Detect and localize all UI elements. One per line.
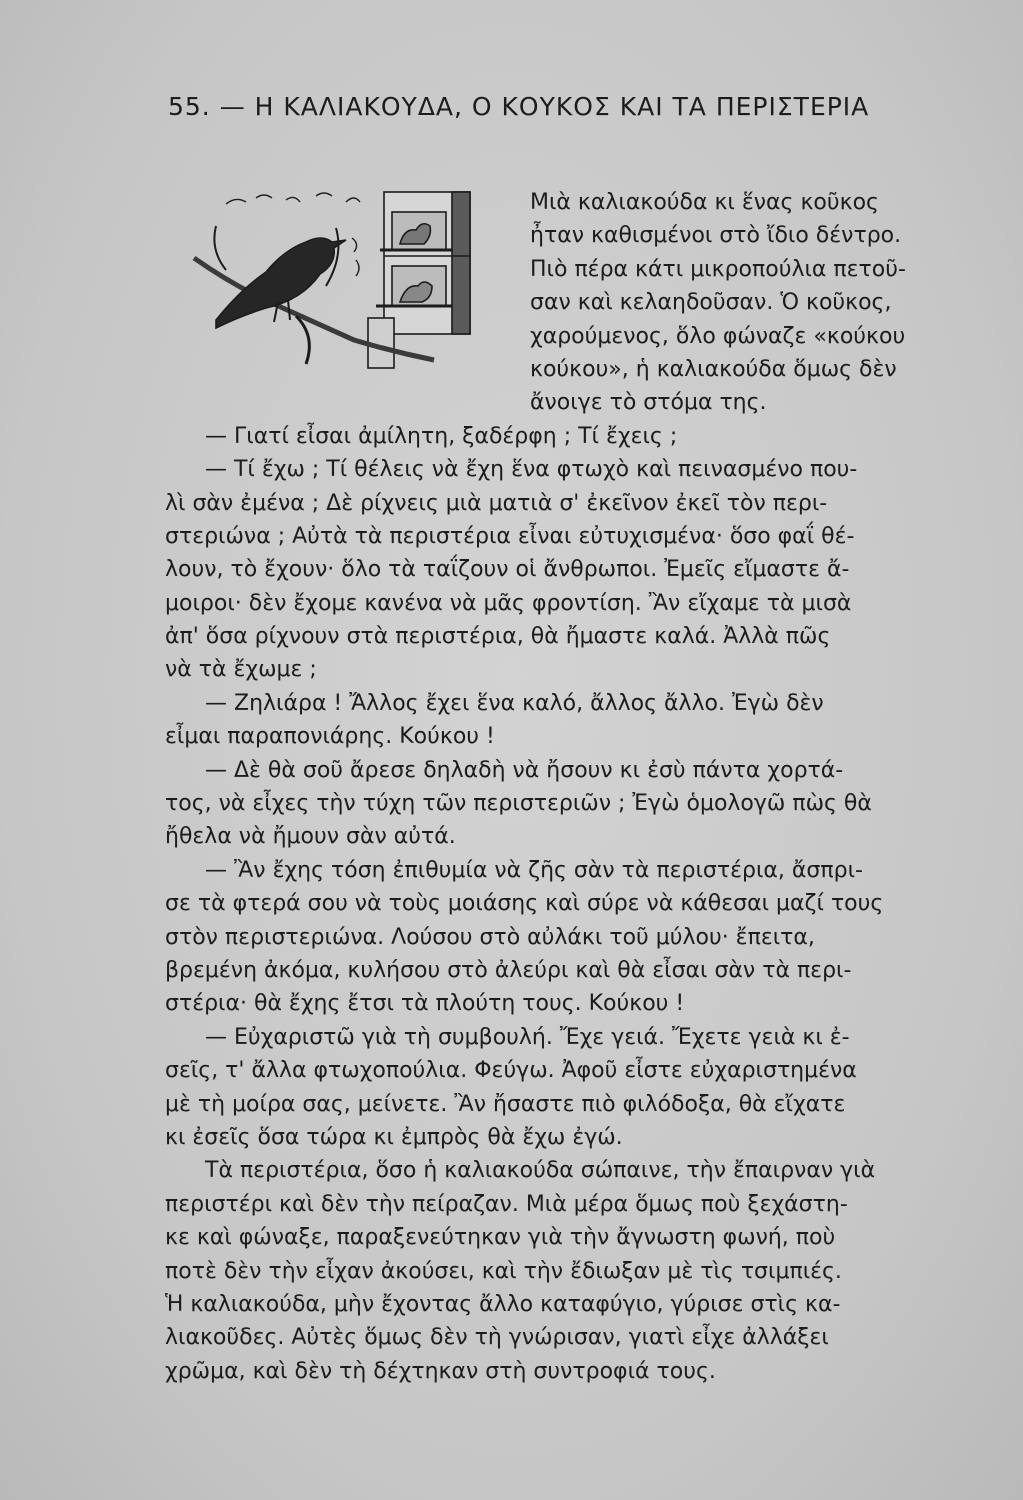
text-line: κούκου», ἡ καλιακούδα ὅμως δὲν: [530, 356, 897, 382]
text-line: — Δὲ θὰ σοῦ ἄρεσε δηλαδὴ νὰ ἤσουν κι ἐσὺ πάντα χορτά-: [205, 757, 844, 783]
text-line: ποτὲ δὲν τὴν εἶχαν ἀκούσει, καὶ τὴν ἔδιωξαν μὲ τὶς τσιμπιές.: [165, 1258, 842, 1284]
text-line: βρεμένη ἀκόμα, κυλήσου στὸ ἀλεύρι καὶ θὰ εἶσαι σὰν τὰ περι-: [165, 957, 852, 983]
text-line: περιστέρι καὶ δὲν τὴν πείραζαν. Μιὰ μέρα ὅμως ποὺ ξεχάστη-: [165, 1191, 848, 1217]
text-line: — Ζηλιάρα ! Ἄλλος ἔχει ἕνα καλό, ἄλλος ἄλλο. Ἐγὼ δὲν: [205, 690, 824, 716]
text-line: σεῖς, τ' ἄλλα φτωχοπούλια. Φεύγω. Ἀφοῦ εἶστε εὐχαριστημένα: [165, 1058, 857, 1084]
text-line: — Ἂν ἔχης τόση ἐπιθυμία νὰ ζῆς σὰν τὰ περιστέρια, ἄσπρι-: [205, 857, 863, 883]
text-line: — Εὐχαριστῶ γιὰ τὴ συμβουλή. Ἔχε γειά. Ἔχετε γειὰ κι ἐ-: [205, 1024, 850, 1050]
text-line: — Τί ἔχω ; Τί θέλεις νὰ ἔχη ἕνα φτωχὸ καὶ πεινασμένο που-: [205, 457, 858, 483]
text-line: σε τὰ φτερά σου νὰ τοὺς μοιάσης καὶ σύρε νὰ κάθεσαι μαζί τους: [165, 891, 884, 917]
text-line: κι ἐσεῖς ὅσα τώρα κι ἐμπρὸς θὰ ἔχω ἐγώ.: [165, 1124, 623, 1150]
story-title: 55. — Η ΚΑΛΙΑΚΟΥΔΑ, Ο ΚΟΥΚΟΣ ΚΑΙ ΤΑ ΠΕΡΙΣΤΕΡΙΑ: [168, 92, 870, 121]
text-line: λὶ σὰν ἐμένα ; Δὲ ρίχνεις μιὰ ματιὰ σ' ἐκεῖνον ἐκεῖ τὸν περι-: [165, 490, 828, 516]
text-line: λουν, τὸ ἔχουν· ὅλο τὰ ταΐζουν οἱ ἄνθρωποι. Ἐμεῖς εἴμαστε ἄ-: [165, 557, 850, 583]
text-line: τος, νὰ εἶχες τὴν τύχη τῶν περιστεριῶν ; Ἐγὼ ὁμολογῶ πὼς θὰ: [165, 791, 872, 817]
text-line: κε καὶ φώναξε, παραξενεύτηκαν γιὰ τὴν ἄγνωστη φωνή, ποὺ: [165, 1225, 836, 1251]
text-line: Ἡ καλιακούδα, μὴν ἔχοντας ἄλλο καταφύγιο, γύρισε στὶς κα-: [165, 1291, 841, 1317]
text-line: εἶμαι παραπονιάρης. Κούκου !: [165, 724, 495, 750]
text-line: μὲ τὴ μοίρα σας, μείνετε. Ἂν ἤσαστε πιὸ φιλόδοξα, θὰ εἴχατε: [165, 1091, 846, 1117]
text-line: ἄνοιγε τὸ στόμα της.: [530, 390, 767, 416]
text-line: νὰ τὰ ἔχωμε ;: [165, 657, 317, 683]
text-line: ἦταν καθισμένοι στὸ ἴδιο δέντρο.: [530, 223, 902, 249]
text-line: λιακοῦδες. Αὐτὲς ὅμως δὲν τὴ γνώρισαν, γιατὶ εἶχε ἀλλάξει: [165, 1325, 829, 1351]
text-line: — Γιατί εἶσαι ἀμίλητη, ξαδέρφη ; Τί ἔχεις ;: [205, 423, 678, 449]
text-line: χρῶμα, καὶ δὲν τὴ δέχτηκαν στὴ συντροφιά τους.: [165, 1358, 716, 1384]
story-text: [165, 186, 961, 1388]
text-line: σαν καὶ κελαηδοῦσαν. Ὁ κοῦκος,: [530, 290, 892, 316]
text-line: ἤθελα νὰ ἤμουν σὰν αὐτά.: [165, 824, 456, 850]
text-line: στὸν περιστεριώνα. Λούσου στὸ αὐλάκι τοῦ μύλου· ἔπειτα,: [165, 924, 815, 950]
text-line: στέρια· θὰ ἔχης ἔτσι τὰ πλούτη τους. Κούκου !: [165, 991, 685, 1017]
text-line: στεριώνα ; Αὐτὰ τὰ περιστέρια εἶναι εὐτυχισμένα· ὅσο φαΐ θέ-: [165, 523, 855, 549]
text-line: Μιὰ καλιακούδα κι ἕνας κοῦκος: [530, 190, 879, 215]
text-line: ἀπ' ὅσα ρίχνουν στὰ περιστέρια, θὰ ἤμαστε καλά. Ἀλλὰ πῶς: [165, 624, 831, 650]
text-line: χαρούμενος, ὅλο φώναζε «κούκου: [530, 323, 906, 349]
text-line: Πιὸ πέρα κάτι μικροπούλια πετοῦ-: [530, 256, 906, 282]
text-line: μοιροι· δὲν ἔχομε κανένα νὰ μᾶς φροντίση. Ἂν εἴχαμε τὰ μισὰ: [165, 590, 852, 616]
text-line: Τὰ περιστέρια, ὅσο ἡ καλιακούδα σώπαινε, τὴν ἔπαιρναν γιὰ: [205, 1158, 876, 1184]
